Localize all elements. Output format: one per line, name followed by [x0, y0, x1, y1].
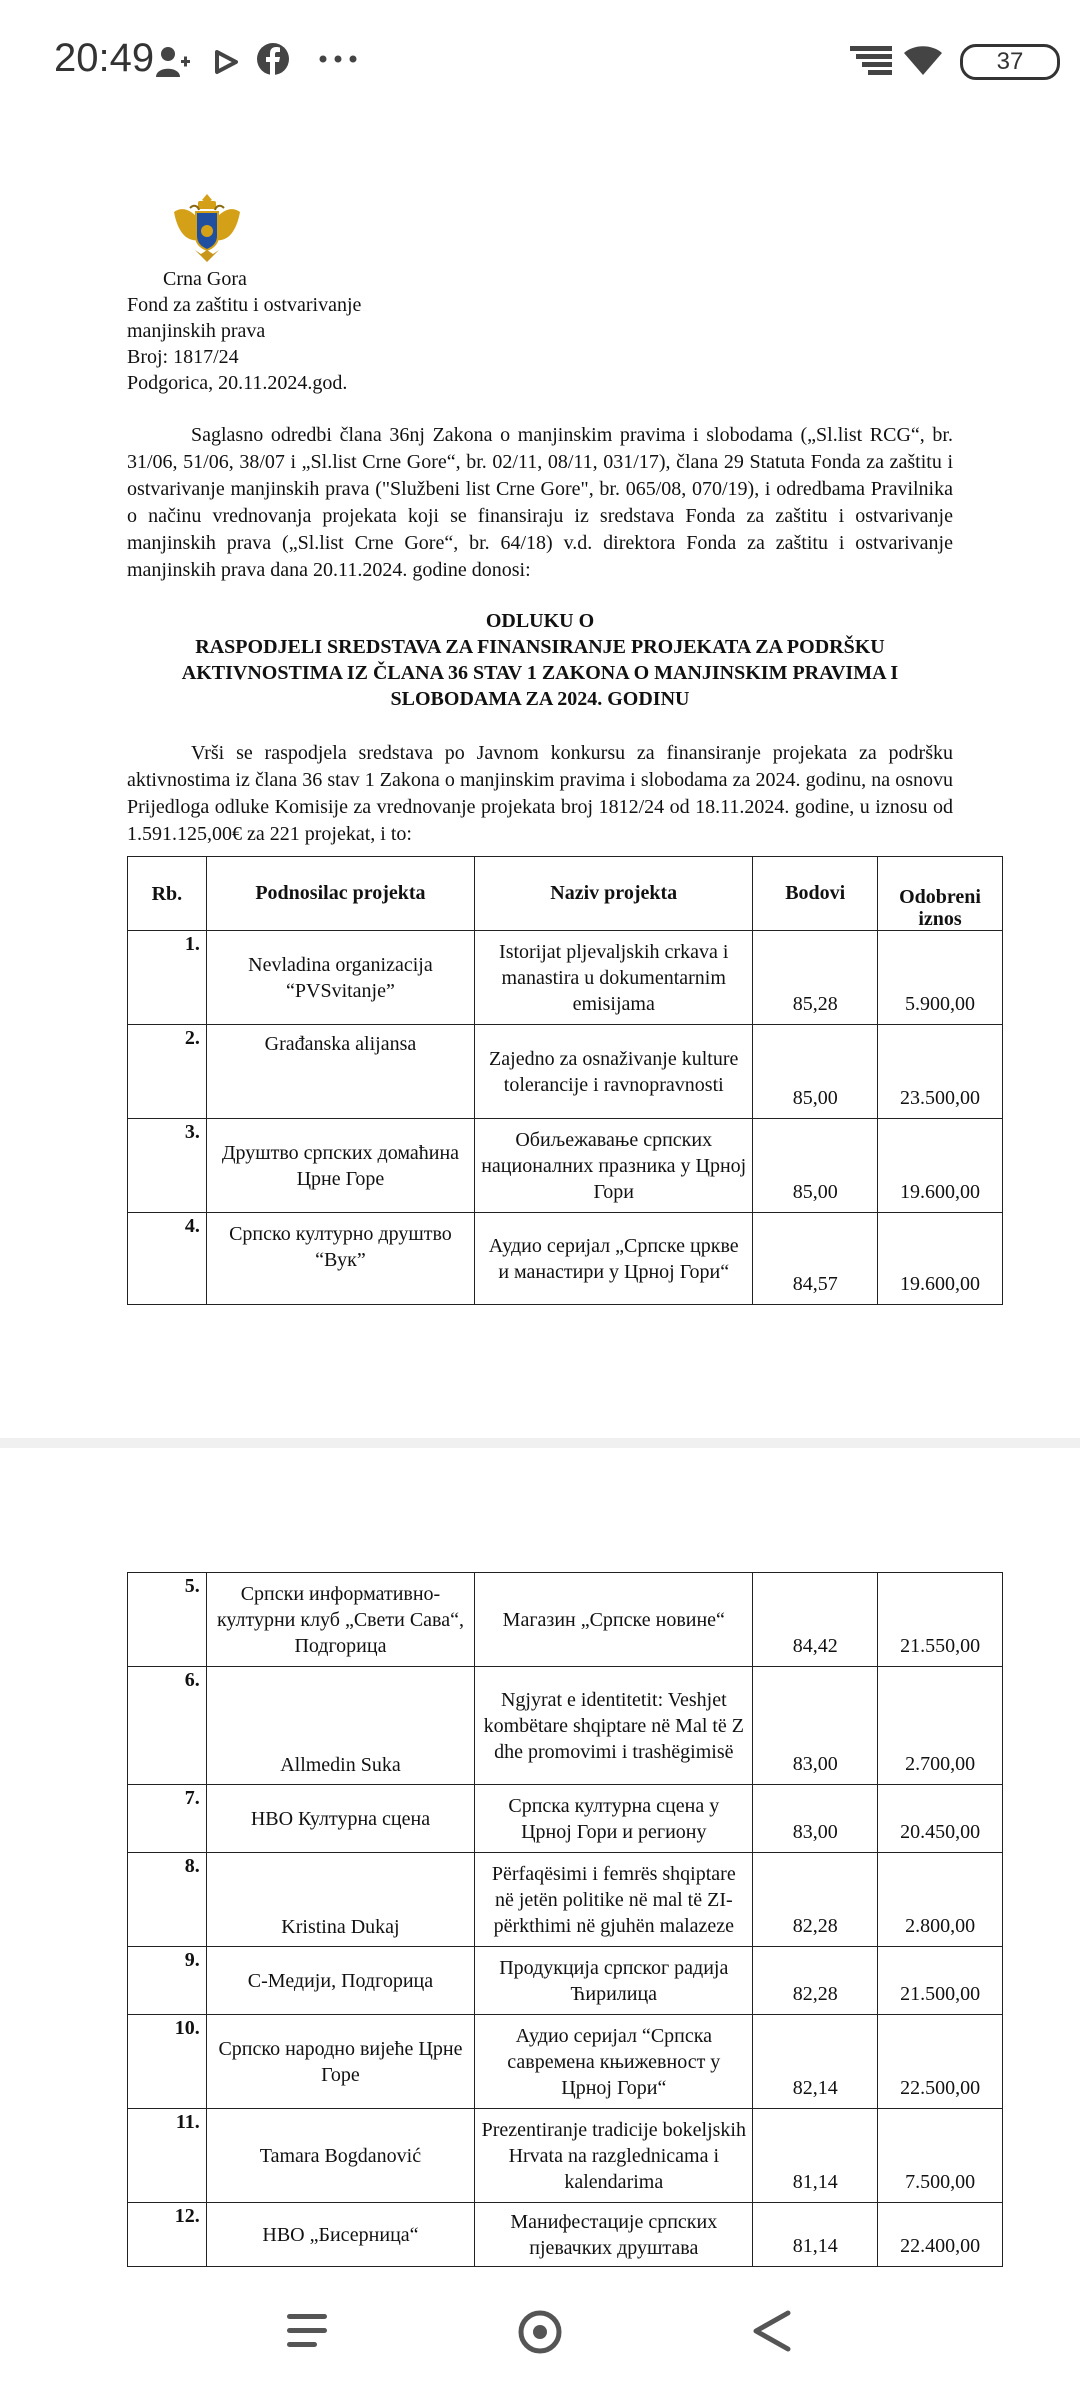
table-row — [128, 931, 1003, 1025]
table-row — [128, 1947, 1003, 2015]
battery-indicator: 37 — [960, 44, 1060, 80]
document-page-2[interactable] — [0, 1448, 1080, 2270]
navigation-bar — [0, 2270, 1080, 2400]
row-podnosilac: Српски информативно-културни клуб „Свети Сава“, Подгорица — [206, 1573, 474, 1667]
row-podnosilac: Nevladina organizacija “PVSvitanje” — [206, 931, 474, 1025]
table-row — [128, 1213, 1003, 1305]
row-naziv: Магазин „Српске новине“ — [475, 1573, 753, 1667]
row-iznos: 22.500,00 — [878, 2015, 1003, 2109]
row-podnosilac: Српско народно вијеће Црне Горе — [206, 2015, 474, 2109]
page-separator — [0, 1438, 1080, 1448]
row-iznos: 20.450,00 — [878, 1785, 1003, 1853]
header-country: Crna Gora — [163, 268, 247, 290]
table-row — [128, 2203, 1003, 2267]
row-naziv: Манифестације српских пјевачких друштава — [475, 2203, 753, 2267]
row-rb: 1. — [128, 931, 207, 1025]
row-podnosilac: Српско културно друштво “Вук” — [206, 1213, 474, 1305]
home-icon[interactable] — [516, 2308, 564, 2356]
row-naziv: Српска културна сцена у Црној Гори и региону — [475, 1785, 753, 1853]
row-podnosilac: Allmedin Suka — [206, 1667, 474, 1785]
decision-title-line4: SLOBODAMA ZA 2024. GODINU — [390, 688, 690, 710]
status-bar — [0, 0, 1080, 120]
row-rb: 6. — [128, 1667, 207, 1785]
row-podnosilac: НВО Културна сцена — [206, 1785, 474, 1853]
row-naziv: Аудио серијал “Српска савремена књижевност у Црној Гори“ — [475, 2015, 753, 2109]
row-naziv: Istorijat pljevaljskih crkava i manastira u dokumentarnim emisijama — [475, 931, 753, 1025]
decision-title-line3: AKTIVNOSTIMA IZ ČLANA 36 STAV 1 ZAKONA O MANJINSKIM PRAVIMA I — [181, 662, 899, 684]
row-bodovi: 85,00 — [753, 1025, 878, 1119]
row-bodovi: 84,42 — [753, 1573, 878, 1667]
col-iznos-header-line1: Odobreni — [899, 886, 981, 908]
facebook-icon — [256, 42, 290, 76]
row-rb: 9. — [128, 1947, 207, 2015]
table-header-row — [128, 857, 1003, 931]
montenegro-coat-of-arms-icon — [168, 190, 246, 268]
row-bodovi: 83,00 — [753, 1785, 878, 1853]
row-iznos: 7.500,00 — [878, 2109, 1003, 2203]
row-podnosilac: С-Медији, Подгорица — [206, 1947, 474, 2015]
header-org-line1: Fond za zaštitu i ostvarivanje — [127, 294, 362, 316]
allocation-table-page2 — [127, 1572, 1003, 2267]
row-rb: 12. — [128, 2203, 207, 2267]
row-naziv: Prezentiranje tradicije bokeljskih Hrvata na razglednicama i kalendarima — [475, 2109, 753, 2203]
table-row — [128, 1785, 1003, 1853]
row-naziv: Обиљежавање српских националних празника у Црној Гори — [475, 1119, 753, 1213]
table-row — [128, 2109, 1003, 2203]
intro-paragraph: Saglasno odredbi člana 36nj Zakona o manjinskim pravima i slobodama („Sl.list RCG“, br. 31/06, 51/06, 38/07 i „Sl.list Crne Gore“, br. 02/11, 08/11, 031/17), člana 29 Statuta Fonda za zaštitu i ostvarivanje manjinskih prava ("Službeni list Crne Gore", br. 065/08, 070/19), i odredbama Pravilnika o načinu vrednovanja projekata koji se finansiraju iz sredstava Fonda za zaštitu i ostvarivanje manjinskih prava („Sl.list Crne Gore“, br. 64/18) v.d. direktora Fonda za zaštitu i ostvarivanje manjinskih prava dana 20.11.2024. godine donosi: — [127, 424, 953, 581]
row-rb: 2. — [128, 1025, 207, 1119]
row-iznos: 2.700,00 — [878, 1667, 1003, 1785]
person-add-icon — [155, 44, 191, 80]
row-bodovi: 82,28 — [753, 1947, 878, 2015]
table-row — [128, 2015, 1003, 2109]
col-bodovi-header: Bodovi — [753, 857, 878, 931]
row-bodovi: 85,00 — [753, 1119, 878, 1213]
col-iznos-header-line2: iznos — [918, 908, 962, 930]
row-rb: 7. — [128, 1785, 207, 1853]
more-dots-icon — [318, 54, 358, 64]
row-bodovi: 82,28 — [753, 1853, 878, 1947]
row-bodovi: 81,14 — [753, 2203, 878, 2267]
row-naziv: Zajedno za osnaživanje kulture tolerancije i ravnopravnosti — [475, 1025, 753, 1119]
row-bodovi: 82,14 — [753, 2015, 878, 2109]
header-number: Broj: 1817/24 — [127, 346, 239, 368]
row-iznos: 19.600,00 — [878, 1213, 1003, 1305]
table-row — [128, 1025, 1003, 1119]
table-row — [128, 1119, 1003, 1213]
body-paragraph: Vrši se raspodjela sredstava po Javnom konkursu za finansiranje projekata za podršku aktivnostima iz člana 36 stav 1 Zakona o manjinskim pravima i slobodama za 2024. godinu, na osnovu Prijedloga odluke Komisije za vrednovanje projekata broj 1812/24 od 18.11.2024. godine, u iznosu od 1.591.125,00€ za 221 projekat, i to: — [127, 742, 953, 845]
status-time: 20:49 — [54, 36, 155, 80]
table-row — [128, 1573, 1003, 1667]
allocation-table-page1 — [127, 856, 1003, 1305]
row-podnosilac: Kristina Dukaj — [206, 1853, 474, 1947]
row-iznos: 2.800,00 — [878, 1853, 1003, 1947]
header-place-date: Podgorica, 20.11.2024.god. — [127, 372, 348, 394]
document-page-1[interactable] — [0, 120, 1080, 1438]
row-rb: 8. — [128, 1853, 207, 1947]
row-podnosilac: Tamara Bogdanović — [206, 2109, 474, 2203]
col-podnosilac-header: Podnosilac projekta — [206, 857, 474, 931]
row-rb: 10. — [128, 2015, 207, 2109]
row-podnosilac: Друштво српских домаћина Црне Горе — [206, 1119, 474, 1213]
decision-title-line2: RASPODJELI SREDSTAVA ZA FINANSIRANJE PROJEKATA ZA PODRŠKU — [195, 636, 885, 658]
row-bodovi: 84,57 — [753, 1213, 878, 1305]
row-rb: 3. — [128, 1119, 207, 1213]
row-rb: 11. — [128, 2109, 207, 2203]
row-iznos: 22.400,00 — [878, 2203, 1003, 2267]
row-rb: 4. — [128, 1213, 207, 1305]
row-iznos: 21.500,00 — [878, 1947, 1003, 2015]
row-iznos: 19.600,00 — [878, 1119, 1003, 1213]
menu-icon[interactable] — [284, 2308, 330, 2354]
decision-title-line1: ODLUKU O — [485, 610, 595, 632]
col-rb-header: Rb. — [128, 857, 207, 931]
row-bodovi: 81,14 — [753, 2109, 878, 2203]
row-rb: 5. — [128, 1573, 207, 1667]
signal-icon — [850, 46, 892, 76]
wifi-icon — [903, 44, 943, 76]
row-iznos: 21.550,00 — [878, 1573, 1003, 1667]
row-podnosilac: Građanska alijansa — [206, 1025, 474, 1119]
row-bodovi: 85,28 — [753, 931, 878, 1025]
col-iznos-header — [878, 857, 1003, 931]
col-naziv-header: Naziv projekta — [475, 857, 753, 931]
row-iznos: 5.900,00 — [878, 931, 1003, 1025]
row-naziv: Продукција српског радија Ћирилица — [475, 1947, 753, 2015]
header-org-line2: manjinskih prava — [127, 320, 266, 342]
row-iznos: 23.500,00 — [878, 1025, 1003, 1119]
row-naziv: Аудио серијал „Српске цркве и манастири у Црној Гори“ — [475, 1213, 753, 1305]
row-podnosilac: НВО „Бисерница“ — [206, 2203, 474, 2267]
row-naziv: Përfaqësimi i femrës shqiptare në jetën politike në mal të ZI-përkthimi në gjuhën malazeze — [475, 1853, 753, 1947]
back-icon[interactable] — [750, 2308, 796, 2354]
table-row — [128, 1667, 1003, 1785]
table-row — [128, 1853, 1003, 1947]
play-icon — [212, 48, 240, 76]
row-naziv: Ngjyrat e identitetit: Veshjet kombëtare shqiptare në Mal të Z dhe promovimi i trashëgimisë — [475, 1667, 753, 1785]
row-bodovi: 83,00 — [753, 1667, 878, 1785]
